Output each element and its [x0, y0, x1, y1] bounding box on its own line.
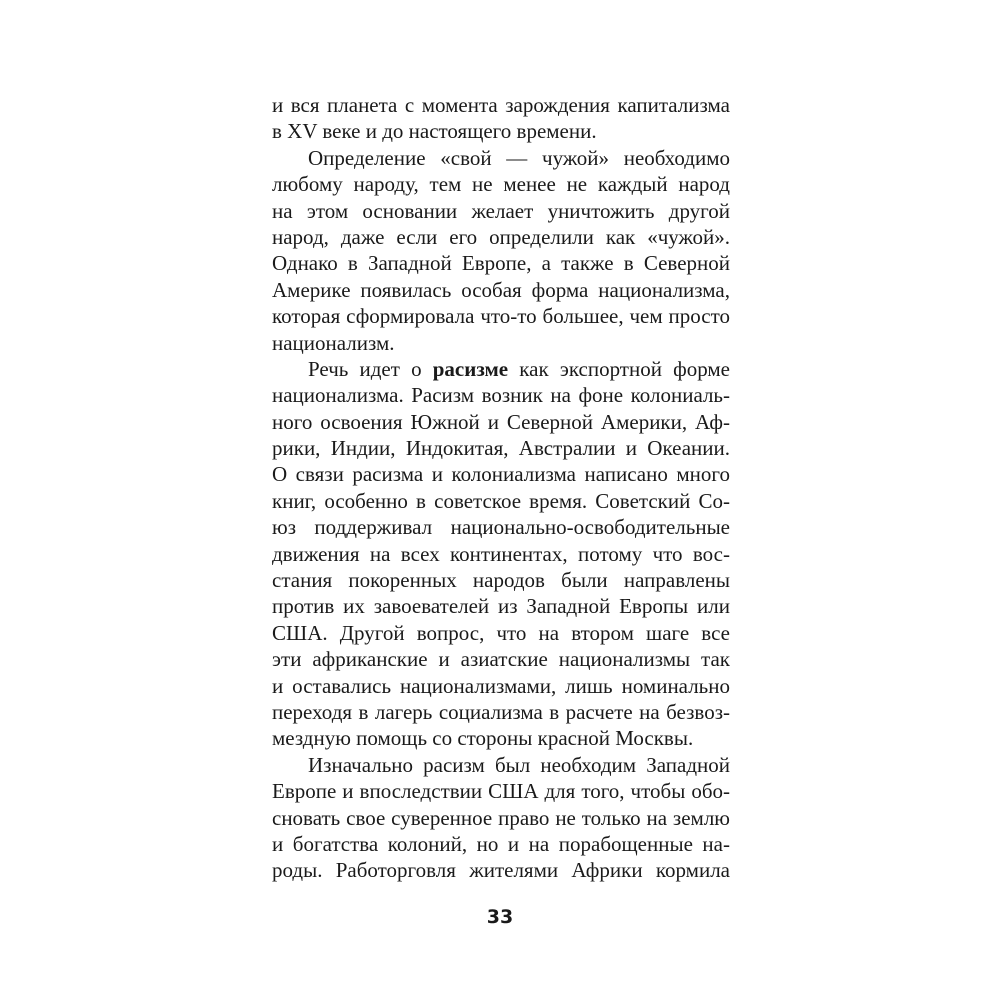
text-line: О связи расизма и колониализма написано много: [272, 462, 730, 487]
text-line: Изначально расизм был необходим Западной: [308, 752, 730, 777]
body-text: [272, 92, 730, 884]
page-number: 33: [486, 906, 514, 928]
text-line: в XV веке и до настоящего времени.: [272, 119, 597, 144]
text-line: и оставались национализмами, лишь номинально: [272, 673, 730, 698]
emphasized-term: расизме: [432, 356, 509, 381]
paragraph: [272, 92, 730, 145]
text-run: Речь идет о: [308, 356, 433, 381]
text-line: рики, Индии, Индокитая, Австралии и Океании.: [272, 436, 730, 461]
text-line: национализма. Расизм возник на фоне колониаль-: [272, 383, 730, 408]
text-line: и вся планета с момента зарождения капитализма: [272, 93, 730, 117]
text-line: Европе и впоследствии США для того, чтобы обо-: [272, 779, 730, 804]
text-line: стания покоренных народов были направлены: [272, 568, 730, 593]
text-line: юз поддерживал национально-освободительные: [272, 515, 730, 540]
text-line: на этом основании желает уничтожить другой: [272, 198, 730, 223]
text-line: [272, 356, 730, 382]
paragraph: [272, 356, 730, 752]
text-line: переходя в лагерь социализма в расчете на безвоз-: [272, 699, 730, 724]
text-line: национализм.: [272, 330, 395, 355]
paragraph: [272, 752, 730, 884]
text-line: движения на всех континентах, потому что вос-: [272, 541, 730, 566]
text-run: как экспортной форме: [508, 356, 730, 381]
paragraph: [272, 145, 730, 356]
text-line: народ, даже если его определили как «чужой».: [272, 224, 730, 249]
text-line: мездную помощь со стороны красной Москвы.: [272, 726, 694, 751]
text-line: Америке появилась особая форма национализма,: [272, 277, 730, 302]
text-line: роды. Работорговля жителями Африки кормила: [272, 858, 730, 883]
text-line: книг, особенно в советское время. Советский Со-: [272, 488, 730, 513]
text-line: любому народу, тем не менее не каждый народ: [272, 172, 730, 197]
text-line: сновать свое суверенное право не только на землю: [272, 805, 730, 830]
text-line: эти африканские и азиатские национализмы так: [272, 647, 730, 672]
text-line: которая сформировала что-то большее, чем просто: [272, 304, 730, 329]
text-line: США. Другой вопрос, что на втором шаге все: [272, 620, 730, 645]
text-line: против их завоевателей из Западной Европы или: [272, 594, 730, 619]
text-line: Определение «свой — чужой» необходимо: [308, 145, 730, 170]
text-line: ного освоения Южной и Северной Америки, Аф-: [272, 409, 730, 434]
text-line: Однако в Западной Европе, а также в Северной: [272, 251, 730, 276]
text-line: и богатства колоний, но и на порабощенные на-: [272, 831, 730, 856]
